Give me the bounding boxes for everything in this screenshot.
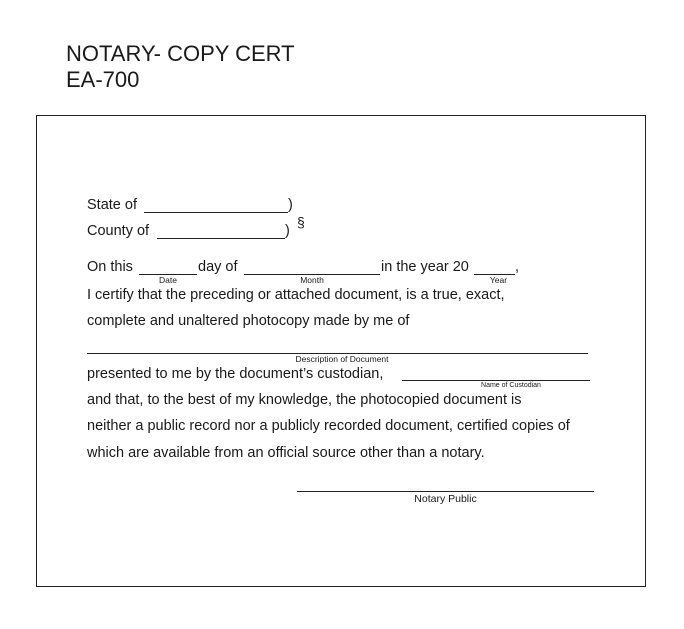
form-number: EA-700 bbox=[66, 67, 140, 92]
certificate-form bbox=[36, 115, 646, 587]
document-header bbox=[66, 41, 295, 93]
notary-public-caption: Notary Public bbox=[414, 493, 477, 505]
state-field[interactable] bbox=[144, 212, 288, 213]
year-caption: Year bbox=[489, 275, 508, 285]
section-symbol: § bbox=[297, 214, 305, 230]
day-of-label: day of bbox=[198, 259, 238, 275]
notary-signature-field[interactable] bbox=[297, 491, 594, 492]
state-label: State of bbox=[87, 197, 137, 213]
on-this-label: On this bbox=[87, 259, 133, 275]
presented-line: presented to me by the document’s custodian, bbox=[87, 366, 384, 382]
year-comma: , bbox=[515, 259, 520, 275]
description-caption: Description of Document bbox=[295, 354, 389, 364]
in-the-year-label: in the year 20 bbox=[381, 259, 469, 275]
date-caption: Date bbox=[159, 275, 177, 285]
knowledge-line: and that, to the best of my knowledge, the photocopied document is bbox=[87, 392, 522, 408]
custodian-caption: Name of Custodian bbox=[481, 382, 541, 389]
county-paren: ) bbox=[285, 223, 290, 239]
document-title: NOTARY- COPY CERT bbox=[66, 41, 295, 66]
county-label: County of bbox=[87, 223, 150, 239]
official-source-line: which are available from an official source other than a notary. bbox=[87, 445, 485, 461]
certify-line-2: complete and unaltered photocopy made by me of bbox=[87, 313, 410, 329]
county-field[interactable] bbox=[157, 238, 285, 239]
public-record-line: neither a public record nor a publicly recorded document, certified copies of bbox=[87, 418, 570, 434]
state-paren: ) bbox=[288, 197, 293, 213]
certify-line-1: I certify that the preceding or attached document, is a true, exact, bbox=[87, 287, 505, 303]
month-caption: Month bbox=[300, 275, 324, 285]
